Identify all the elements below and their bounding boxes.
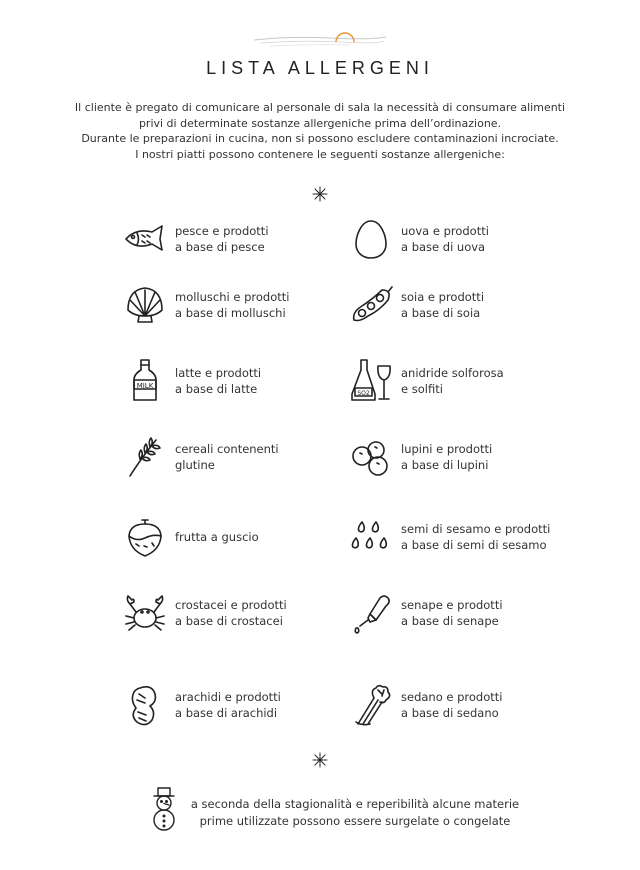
milk-bottle-icon <box>122 358 168 404</box>
intro-text: Il cliente è pregato di comunicare al personale di sala la necessità di consumare alimenti privi di determinate sostanze allergeniche prima dell’ordinazione. Durante le preparazioni in cucina, non si possono escludere contaminazioni incrociate. I nostri piatti possono contenere le seguenti sostanze allergeniche: <box>74 101 566 161</box>
svg-text:SO2: SO2 <box>357 390 370 397</box>
shell-icon <box>122 282 168 328</box>
allergen-milk: MILK latte e prodotti a base di latte <box>122 358 372 404</box>
sparkle-divider-icon <box>312 186 328 202</box>
allergen-lupins: lupini e prodotti a base di lupini <box>348 434 598 480</box>
wheat-icon <box>122 434 168 480</box>
nut-icon <box>122 514 168 560</box>
allergen-sesame: semi di sesamo e prodotti a base di semi di sesamo <box>348 514 598 560</box>
snowman-icon <box>144 786 184 832</box>
sun-icon <box>336 33 354 42</box>
brand-logo <box>250 24 390 50</box>
fish-icon <box>122 216 168 262</box>
allergen-sulphites: SO2 anidride solforosa e solfiti <box>348 358 598 404</box>
page-title: LISTA ALLERGENI <box>206 58 434 78</box>
allergen-egg: uova e prodotti a base di uova <box>348 216 598 262</box>
allergen-crustaceans: crostacei e prodotti a base di crostacei <box>122 590 372 636</box>
egg-icon <box>348 216 394 262</box>
allergen-celery: sedano e prodotti a base di sedano <box>348 682 598 728</box>
svg-text:MILK: MILK <box>136 382 154 390</box>
sesame-seeds-icon <box>348 514 394 560</box>
allergen-fish: pesce e prodotti a base di pesce <box>122 216 372 262</box>
peanut-icon <box>122 682 168 728</box>
allergen-molluscs: molluschi e prodotti a base di molluschi <box>122 282 372 328</box>
mustard-bottle-icon <box>348 590 394 636</box>
crab-icon <box>122 590 168 636</box>
allergen-peanuts: arachidi e prodotti a base di arachidi <box>122 682 372 728</box>
allergen-nuts: frutta a guscio <box>122 514 372 560</box>
allergen-mustard: senape e prodotti a base di senape <box>348 590 598 636</box>
celery-icon <box>348 682 394 728</box>
allergen-soy: soia e prodotti a base di soia <box>348 282 598 328</box>
lupin-icon <box>348 434 394 480</box>
sparkle-divider-icon <box>312 752 328 768</box>
soy-pod-icon <box>348 282 394 328</box>
allergen-gluten: cereali contenenti glutine <box>122 434 372 480</box>
frozen-notice: a seconda della stagionalità e reperibilità alcune materie prime utilizzate possono essere surgelate o congelate <box>190 797 520 828</box>
wine-bottle-icon <box>348 358 394 404</box>
